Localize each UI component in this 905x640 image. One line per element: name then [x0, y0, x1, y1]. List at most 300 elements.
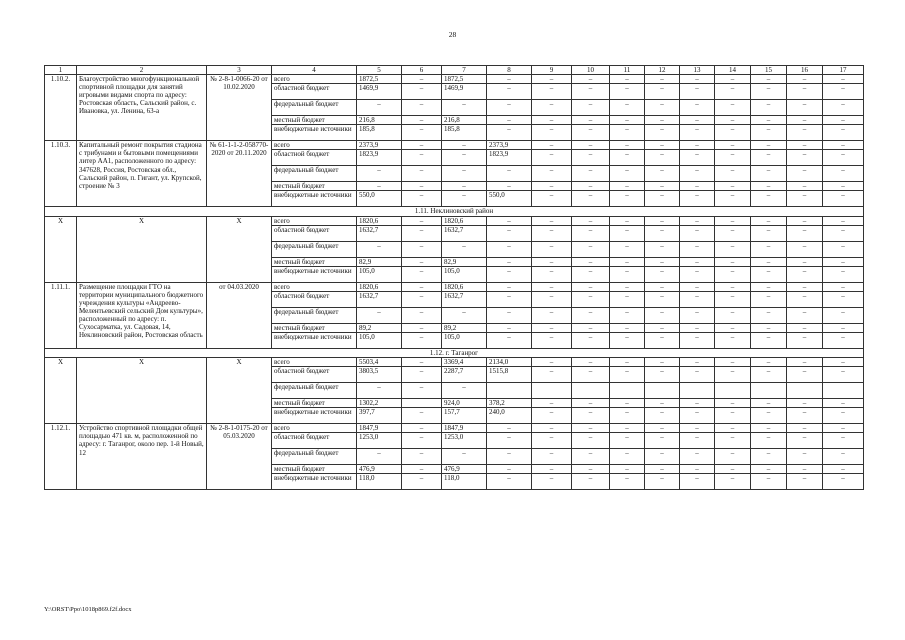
value-cell: – — [487, 84, 532, 100]
value-cell: – — [487, 182, 532, 191]
value-cell: – — [645, 241, 680, 257]
value-cell: – — [715, 266, 751, 282]
value-cell: – — [532, 166, 572, 182]
value-cell: – — [680, 332, 715, 348]
column-number-1: 1 — [45, 66, 77, 75]
funding-source-label: внебюджетные источники — [272, 125, 357, 141]
value-cell: – — [680, 84, 715, 100]
item-document: X — [207, 216, 272, 282]
value-cell: – — [751, 474, 787, 490]
value-cell: – — [751, 100, 787, 116]
value-cell: – — [487, 465, 532, 474]
value-cell: – — [532, 75, 572, 84]
column-number-17: 17 — [823, 66, 864, 75]
value-cell: 1820,6 — [442, 282, 487, 291]
funding-source-label: местный бюджет — [272, 116, 357, 125]
value-cell: – — [487, 323, 532, 332]
value-cell: – — [715, 323, 751, 332]
column-number-3: 3 — [207, 66, 272, 75]
value-cell: – — [572, 150, 610, 166]
value-cell: – — [787, 75, 823, 84]
value-cell: – — [532, 332, 572, 348]
value-cell: – — [572, 125, 610, 141]
value-cell: – — [487, 424, 532, 433]
value-cell: 1872,5 — [442, 75, 487, 84]
value-cell: 2373,9 — [357, 141, 402, 150]
value-cell — [645, 383, 680, 399]
value-cell: – — [823, 191, 864, 207]
value-cell: – — [645, 449, 680, 465]
value-cell: – — [645, 100, 680, 116]
value-cell: – — [715, 282, 751, 291]
value-cell: 105,0 — [357, 332, 402, 348]
value-cell: – — [823, 307, 864, 323]
funding-source-label: внебюджетные источники — [272, 408, 357, 424]
value-cell: – — [751, 75, 787, 84]
value-cell: – — [787, 257, 823, 266]
value-cell: – — [680, 282, 715, 291]
value-cell: – — [751, 241, 787, 257]
value-cell: – — [645, 465, 680, 474]
value-cell: – — [442, 166, 487, 182]
value-cell: 216,8 — [442, 116, 487, 125]
item-document: № 2-8-1-0175-20 от 05.03.2020 — [207, 424, 272, 490]
value-cell: – — [823, 291, 864, 307]
funding-source-label: внебюджетные источники — [272, 474, 357, 490]
value-cell: – — [572, 241, 610, 257]
value-cell: – — [751, 408, 787, 424]
value-cell: – — [572, 225, 610, 241]
value-cell: – — [402, 383, 442, 399]
value-cell: – — [402, 225, 442, 241]
value-cell: – — [751, 367, 787, 383]
value-cell: 1469,9 — [357, 84, 402, 100]
item-number: 1.12.1. — [45, 424, 77, 490]
value-cell: – — [572, 182, 610, 191]
value-cell: – — [787, 116, 823, 125]
value-cell: – — [532, 399, 572, 408]
value-cell: – — [823, 424, 864, 433]
value-cell: 2287,7 — [442, 367, 487, 383]
value-cell: – — [532, 191, 572, 207]
table-row — [45, 75, 864, 84]
value-cell: – — [572, 84, 610, 100]
value-cell: – — [572, 358, 610, 367]
value-cell: – — [715, 424, 751, 433]
funding-source-label: местный бюджет — [272, 257, 357, 266]
value-cell: – — [532, 282, 572, 291]
value-cell: – — [532, 307, 572, 323]
value-cell: – — [787, 449, 823, 465]
value-cell: – — [532, 141, 572, 150]
value-cell: – — [751, 291, 787, 307]
value-cell: – — [680, 166, 715, 182]
value-cell: – — [402, 216, 442, 225]
value-cell: – — [787, 166, 823, 182]
value-cell: – — [645, 84, 680, 100]
value-cell — [715, 383, 751, 399]
value-cell: – — [572, 474, 610, 490]
funding-source-label: местный бюджет — [272, 323, 357, 332]
item-number: 1.10.3. — [45, 141, 77, 207]
value-cell: 82,9 — [357, 257, 402, 266]
value-cell: – — [487, 433, 532, 449]
value-cell: – — [645, 216, 680, 225]
value-cell: 476,9 — [357, 465, 402, 474]
item-name: Благоустройство многофункциональной спортивной площадки для занятий игровыми видами спорта по адресу: Ростовская область, Сальский район, с. Ивановка, ул. Ленина, 63-а — [77, 75, 207, 141]
value-cell: – — [823, 282, 864, 291]
value-cell: – — [357, 449, 402, 465]
value-cell: – — [680, 266, 715, 282]
value-cell: – — [572, 291, 610, 307]
value-cell: – — [715, 449, 751, 465]
value-cell: – — [823, 266, 864, 282]
funding-source-label: внебюджетные источники — [272, 332, 357, 348]
item-name: Устройство спортивной площадки общей площадью 471 кв. м, расположенной по адресу: г. Таганрог, около пер. 1-й Новый, 12 — [77, 424, 207, 490]
value-cell: – — [715, 182, 751, 191]
value-cell: – — [532, 291, 572, 307]
value-cell: – — [610, 225, 645, 241]
table-row — [45, 424, 864, 433]
value-cell: – — [487, 449, 532, 465]
table-row — [45, 216, 864, 225]
item-name: Капитальный ремонт покрытия стадиона с трибунами и бытовыми помещениями литер АА1, расположенного по адресу: 347628, Россия, Ростовская обл., Сальский район, п. Гигант, ул. Крупской, строение № 3 — [77, 141, 207, 207]
value-cell: – — [715, 257, 751, 266]
value-cell: – — [751, 323, 787, 332]
value-cell: – — [787, 474, 823, 490]
value-cell: – — [823, 367, 864, 383]
value-cell: – — [610, 141, 645, 150]
value-cell: – — [572, 257, 610, 266]
column-number-12: 12 — [645, 66, 680, 75]
value-cell: – — [610, 474, 645, 490]
value-cell: – — [823, 166, 864, 182]
value-cell: – — [357, 307, 402, 323]
value-cell: – — [787, 332, 823, 348]
value-cell: – — [532, 182, 572, 191]
value-cell: – — [532, 100, 572, 116]
item-name: Размещение площадки ГТО на территории муниципального бюджетного учреждения культуры «Андреево-Мелентьевский сельский Дом культуры», расположенный по адресу: п. Сухосарматка, ул. Садовая, 14, Неклиновский район, Ростовская область — [77, 282, 207, 348]
value-cell — [823, 383, 864, 399]
table-body — [45, 66, 864, 490]
value-cell: – — [751, 84, 787, 100]
value-cell: 105,0 — [442, 266, 487, 282]
funding-source-label: федеральный бюджет — [272, 241, 357, 257]
value-cell: 550,0 — [487, 191, 532, 207]
value-cell: – — [751, 424, 787, 433]
value-cell: – — [645, 323, 680, 332]
value-cell: – — [823, 100, 864, 116]
value-cell: – — [823, 216, 864, 225]
value-cell: – — [402, 166, 442, 182]
value-cell: – — [680, 150, 715, 166]
value-cell: – — [610, 323, 645, 332]
funding-source-label: федеральный бюджет — [272, 100, 357, 116]
value-cell: – — [787, 433, 823, 449]
value-cell: – — [680, 116, 715, 125]
value-cell — [680, 383, 715, 399]
value-cell: – — [610, 358, 645, 367]
table-row — [45, 141, 864, 150]
value-cell: – — [645, 141, 680, 150]
value-cell: – — [680, 257, 715, 266]
value-cell: – — [610, 449, 645, 465]
value-cell: – — [823, 84, 864, 100]
value-cell: – — [751, 257, 787, 266]
funding-source-label: всего — [272, 424, 357, 433]
value-cell: – — [572, 191, 610, 207]
value-cell: – — [572, 465, 610, 474]
section-row — [45, 207, 864, 216]
value-cell: – — [610, 84, 645, 100]
value-cell: 1632,7 — [357, 291, 402, 307]
value-cell: – — [487, 257, 532, 266]
value-cell: – — [487, 166, 532, 182]
value-cell: – — [645, 291, 680, 307]
value-cell: – — [715, 125, 751, 141]
value-cell: – — [442, 449, 487, 465]
value-cell: – — [715, 141, 751, 150]
funding-source-label: всего — [272, 75, 357, 84]
value-cell: – — [532, 465, 572, 474]
value-cell: – — [715, 241, 751, 257]
value-cell: – — [823, 465, 864, 474]
table-row — [45, 282, 864, 291]
value-cell: – — [532, 257, 572, 266]
value-cell: 2373,9 — [487, 141, 532, 150]
value-cell: – — [715, 332, 751, 348]
value-cell: – — [572, 408, 610, 424]
value-cell: – — [715, 216, 751, 225]
value-cell: – — [532, 408, 572, 424]
value-cell: – — [402, 241, 442, 257]
value-cell: – — [787, 241, 823, 257]
value-cell: – — [572, 141, 610, 150]
value-cell: – — [715, 433, 751, 449]
value-cell: – — [787, 358, 823, 367]
value-cell: – — [645, 307, 680, 323]
value-cell: – — [610, 433, 645, 449]
column-number-8: 8 — [487, 66, 532, 75]
value-cell: – — [610, 150, 645, 166]
value-cell: 157,7 — [442, 408, 487, 424]
value-cell: – — [532, 266, 572, 282]
column-number-13: 13 — [680, 66, 715, 75]
value-cell: – — [823, 323, 864, 332]
value-cell: – — [532, 116, 572, 125]
value-cell: – — [751, 332, 787, 348]
value-cell — [610, 383, 645, 399]
value-cell: – — [442, 241, 487, 257]
value-cell: 1632,7 — [442, 291, 487, 307]
value-cell: – — [610, 75, 645, 84]
funding-source-label: областной бюджет — [272, 291, 357, 307]
value-cell: – — [572, 216, 610, 225]
value-cell: – — [787, 291, 823, 307]
value-cell: – — [715, 150, 751, 166]
value-cell: – — [402, 474, 442, 490]
value-cell: – — [572, 449, 610, 465]
value-cell: 3803,5 — [357, 367, 402, 383]
value-cell: – — [572, 424, 610, 433]
funding-source-label: внебюджетные источники — [272, 191, 357, 207]
value-cell: – — [487, 291, 532, 307]
funding-source-label: местный бюджет — [272, 465, 357, 474]
value-cell: – — [680, 408, 715, 424]
value-cell: 1632,7 — [442, 225, 487, 241]
value-cell: 89,2 — [357, 323, 402, 332]
value-cell: – — [610, 266, 645, 282]
value-cell: – — [787, 307, 823, 323]
value-cell: – — [402, 125, 442, 141]
value-cell: – — [572, 323, 610, 332]
value-cell: 240,0 — [487, 408, 532, 424]
value-cell: – — [680, 307, 715, 323]
value-cell: – — [751, 166, 787, 182]
item-number: 1.11.1. — [45, 282, 77, 348]
value-cell: – — [572, 367, 610, 383]
value-cell: – — [442, 141, 487, 150]
value-cell: – — [357, 241, 402, 257]
value-cell: – — [645, 332, 680, 348]
column-number-row — [45, 66, 864, 75]
value-cell: – — [680, 225, 715, 241]
value-cell: – — [572, 266, 610, 282]
file-path-footer: Y:\ORST\Ppo\1018p869.f2f.docx — [44, 606, 132, 613]
value-cell: – — [357, 166, 402, 182]
value-cell: – — [572, 332, 610, 348]
value-cell: – — [680, 75, 715, 84]
column-number-5: 5 — [357, 66, 402, 75]
value-cell: – — [645, 474, 680, 490]
value-cell: – — [572, 116, 610, 125]
value-cell: – — [402, 367, 442, 383]
value-cell: – — [532, 216, 572, 225]
value-cell: – — [610, 216, 645, 225]
value-cell: – — [751, 225, 787, 241]
funding-source-label: всего — [272, 282, 357, 291]
value-cell: – — [402, 433, 442, 449]
funding-source-label: федеральный бюджет — [272, 449, 357, 465]
section-title: 1.12. г. Таганрог — [45, 348, 864, 357]
value-cell: – — [680, 367, 715, 383]
value-cell: – — [572, 282, 610, 291]
value-cell: – — [823, 449, 864, 465]
value-cell: – — [532, 367, 572, 383]
value-cell: – — [823, 257, 864, 266]
value-cell: – — [487, 116, 532, 125]
value-cell: – — [787, 84, 823, 100]
value-cell: 1820,6 — [357, 216, 402, 225]
funding-source-label: внебюджетные источники — [272, 266, 357, 282]
value-cell: – — [487, 332, 532, 348]
value-cell: – — [610, 408, 645, 424]
value-cell: – — [487, 282, 532, 291]
item-document: № 61-1-1-2-058770-2020 от 20.11.2020 — [207, 141, 272, 207]
value-cell: – — [645, 399, 680, 408]
value-cell: – — [680, 182, 715, 191]
value-cell: – — [487, 100, 532, 116]
value-cell: 1469,9 — [442, 84, 487, 100]
value-cell: 476,9 — [442, 465, 487, 474]
value-cell: 1302,2 — [357, 399, 402, 408]
value-cell: – — [787, 465, 823, 474]
page-number: 28 — [448, 30, 457, 39]
value-cell: – — [787, 266, 823, 282]
item-document: от 04.03.2020 — [207, 282, 272, 348]
value-cell: 105,0 — [442, 332, 487, 348]
value-cell: – — [610, 424, 645, 433]
value-cell: – — [715, 100, 751, 116]
value-cell: – — [645, 166, 680, 182]
value-cell: – — [487, 241, 532, 257]
funding-source-label: местный бюджет — [272, 399, 357, 408]
column-number-9: 9 — [532, 66, 572, 75]
funding-source-label: федеральный бюджет — [272, 383, 357, 399]
value-cell: – — [645, 225, 680, 241]
value-cell: – — [402, 408, 442, 424]
value-cell: – — [402, 150, 442, 166]
value-cell: – — [402, 307, 442, 323]
value-cell: 1515,8 — [487, 367, 532, 383]
value-cell: 105,0 — [357, 266, 402, 282]
column-number-2: 2 — [77, 66, 207, 75]
value-cell: – — [610, 367, 645, 383]
value-cell — [487, 383, 532, 399]
value-cell: – — [751, 266, 787, 282]
funding-source-label: областной бюджет — [272, 225, 357, 241]
value-cell: 550,0 — [357, 191, 402, 207]
funding-source-label: всего — [272, 141, 357, 150]
value-cell: – — [610, 166, 645, 182]
value-cell: – — [751, 449, 787, 465]
value-cell: 397,7 — [357, 408, 402, 424]
value-cell: – — [610, 465, 645, 474]
value-cell: 924,0 — [442, 399, 487, 408]
value-cell: – — [715, 225, 751, 241]
value-cell: – — [823, 332, 864, 348]
value-cell: – — [645, 75, 680, 84]
value-cell: 1820,6 — [442, 216, 487, 225]
value-cell: 2134,0 — [487, 358, 532, 367]
item-document: X — [207, 358, 272, 424]
value-cell: 1823,9 — [487, 150, 532, 166]
value-cell: – — [645, 116, 680, 125]
value-cell — [787, 383, 823, 399]
value-cell: 1820,6 — [357, 282, 402, 291]
value-cell: – — [680, 191, 715, 207]
funding-source-label: федеральный бюджет — [272, 166, 357, 182]
value-cell: – — [751, 216, 787, 225]
value-cell: – — [751, 399, 787, 408]
value-cell: – — [751, 125, 787, 141]
value-cell: – — [402, 358, 442, 367]
value-cell: – — [610, 282, 645, 291]
value-cell: 216,8 — [357, 116, 402, 125]
value-cell: – — [402, 84, 442, 100]
value-cell: – — [823, 399, 864, 408]
value-cell: – — [610, 182, 645, 191]
value-cell: – — [715, 166, 751, 182]
value-cell: – — [357, 383, 402, 399]
value-cell: – — [487, 225, 532, 241]
value-cell: – — [680, 399, 715, 408]
value-cell: 1847,9 — [442, 424, 487, 433]
value-cell: – — [402, 141, 442, 150]
value-cell: – — [680, 465, 715, 474]
value-cell: – — [715, 191, 751, 207]
value-cell: – — [645, 367, 680, 383]
